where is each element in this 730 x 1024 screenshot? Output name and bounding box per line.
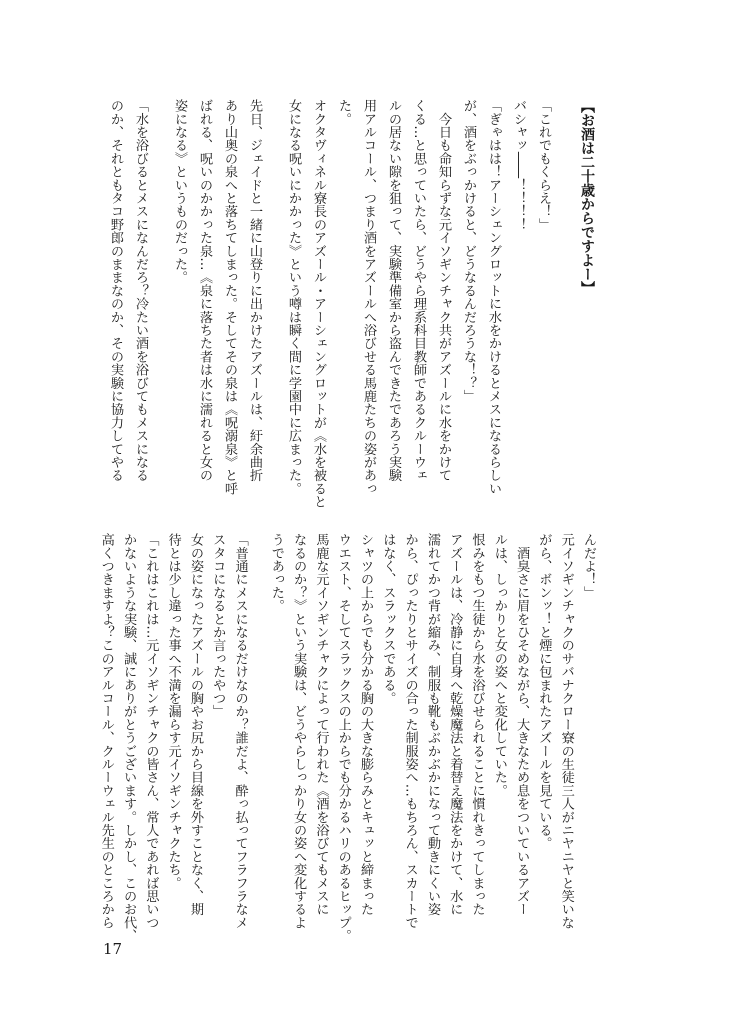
text-line: のか、それともタコ野郎のままなのか、その実験に協力してやる	[108, 99, 123, 482]
text-line: 馬鹿な元イソギンチャクによって行われた《酒を浴びてもメスに	[313, 533, 329, 916]
text-line: かないような実験、誠にありがとうございます。しかし、このお代、	[121, 533, 137, 943]
text-line: から、ぴったりとサイズの合った制服姿へ…もちろん、スカートで	[402, 533, 418, 929]
text-line: 「これはこれは…元イソギンチャクの皆さん、常人であれば思いつ	[143, 533, 159, 929]
text-line: アズールは、冷静に自身へ乾燥魔法と着替え魔法をかけて、水に	[447, 533, 463, 916]
text-line: ウエスト、そしてスラックスの上からでも分かるハリのあるヒップ。	[335, 533, 351, 943]
text-line: くる…と思っていたら、どうやら理系科目教師であるクルーウェ	[411, 99, 426, 482]
text-line: がら、ボンッ！と煙に包まれたアズールを見ている。	[536, 533, 552, 850]
blank-line	[251, 533, 265, 933]
text-line: あり山奥の泉へと落ちてしまった。そしてその泉は《呪溺泉》と呼	[222, 99, 237, 495]
text-line: ルの居ない隙を狙って、実験準備室から盗んできたであろう実験	[386, 99, 401, 482]
text-line: ばれる、呪いのかかった泉…《泉に落ちた者は水に濡れると女の	[197, 99, 212, 482]
text-line: 「水を浴びるとメスになんだろ？冷たい酒を浴びてもメスになる	[133, 99, 148, 482]
text-line: 先日、ジェイドと一緒に山登りに出かけたアズールは、紆余曲折	[247, 99, 262, 482]
page-number: 17	[103, 940, 123, 958]
text-line: 元イソギンチャクのサバナクロー寮の生徒三人がニヤニヤと笑いな	[558, 533, 574, 929]
text-line: 「これでもくらえ！」	[536, 99, 551, 231]
text-line: 待とは少し違った事へ不満を漏らす元イソギンチャクたち。	[165, 533, 181, 890]
text-line: 女になる呪いにかかった》という噂は瞬く間に学園中に広まった。	[286, 99, 301, 495]
text-line: 「普通にメスになるだけなのか？誰だよ、酔っ払ってフラフラなメ	[232, 533, 248, 929]
text-line: オクタヴィネル寮長のアズール・アーシェングロットが《水を被ると	[311, 99, 326, 509]
text-line: なるのか？》という実験は、どうやらしっかり女の姿へ変化するよ	[291, 533, 307, 929]
text-line: うであった。	[268, 533, 284, 613]
text-line: はなく、スラックスである。	[380, 533, 396, 705]
text-line: 女の姿になったアズールの胸やお尻から目線を外すことなく、期	[187, 533, 203, 916]
text-line: ルは、しっかりと女の姿へと変化していた。	[491, 533, 507, 797]
text-line: 今日も命知らずな元イソギンチャク共がアズールに水をかけて	[436, 99, 451, 482]
text-line: が、酒をぶっかけると、どうなるんだろうな！？」	[461, 99, 476, 403]
chapter-title: 【お酒は二十歳からですよー】	[579, 99, 595, 295]
text-line: 「ぎゃはは！アーシェングロットに水をかけるとメスになるらしい	[486, 99, 501, 495]
text-line: 濡れてかつ背が縮み、制服も靴もぶかぶかになって動きにくい姿	[424, 533, 440, 916]
text-line: んだよ！」	[581, 533, 596, 599]
text-line: バシャッ――！！！！	[511, 99, 526, 231]
blank-line	[267, 99, 281, 499]
text-line: 酒臭さに眉をひそめながら、大きなため息をついているアズー	[514, 533, 530, 916]
text-line: 恨みをもつ生徒から水を浴びせられることに慣れきってしまった	[469, 533, 485, 916]
text-line: 用アルコール、つまり酒をアズールへ浴びせる馬鹿たちの姿があっ	[361, 99, 376, 495]
text-line: シャツの上からでも分かる胸の大きな膨らみとキュッと締まった	[358, 533, 374, 916]
lower-text-tier	[94, 533, 599, 943]
text-line: スタコになるとか言ったやつ」	[210, 533, 226, 718]
text-line: た。	[336, 99, 351, 126]
upper-text-tier	[103, 99, 599, 509]
text-line: 姿になる》というものだった。	[172, 99, 187, 284]
blank-line	[153, 99, 167, 499]
text-line: 高くつきますよ？このアルコール、クルーウェル先生のところから	[98, 533, 114, 929]
